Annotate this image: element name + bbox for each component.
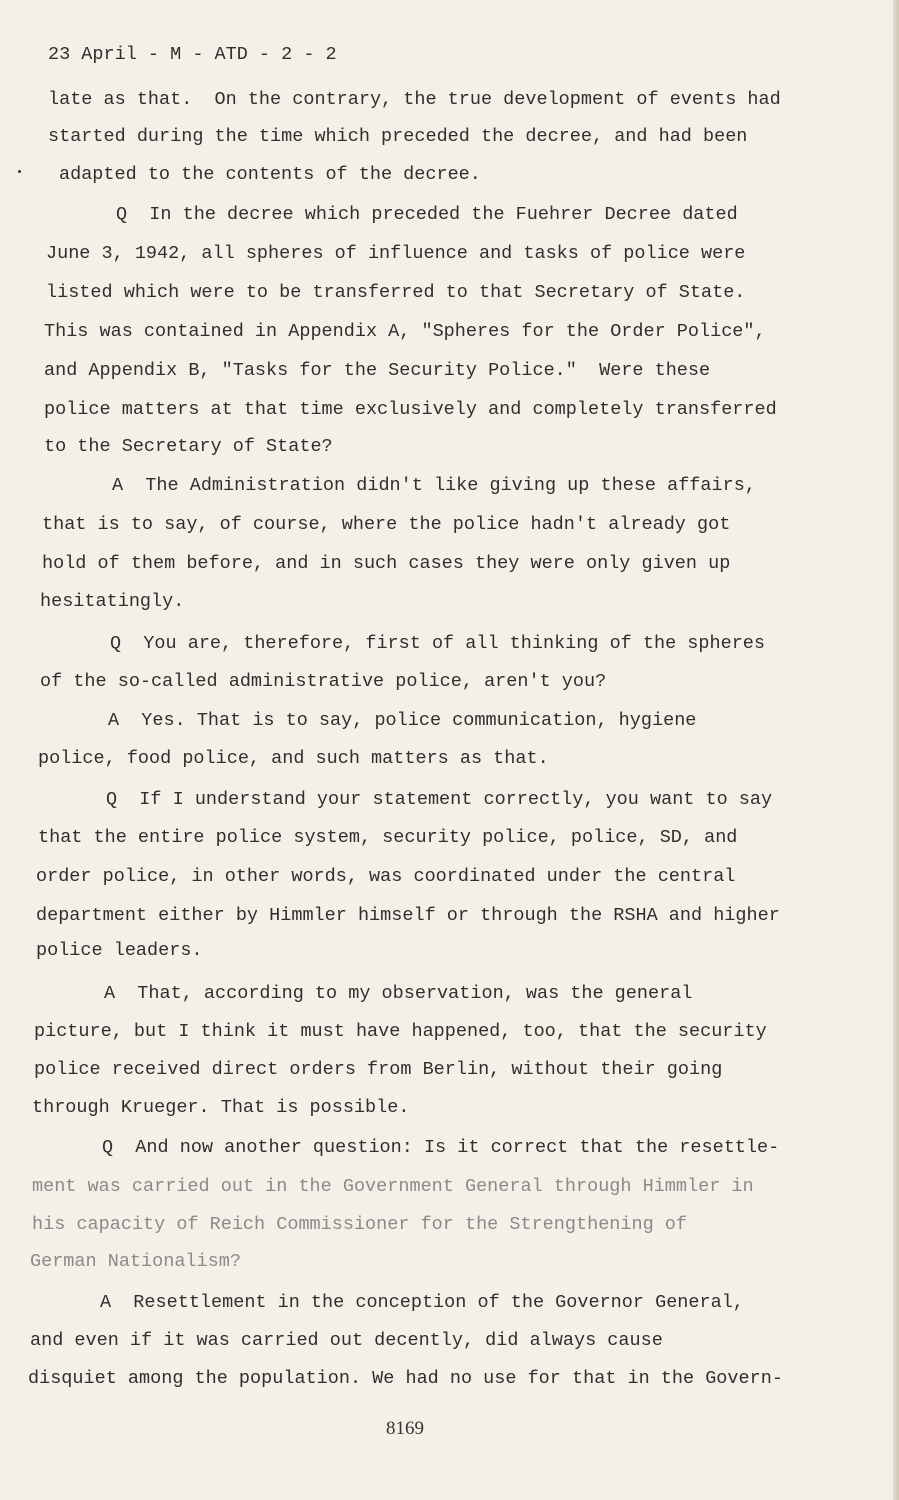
text-line: Q If I understand your statement correctly, you want to say [106,789,773,810]
text-line: police, food police, and such matters as that. [38,748,549,769]
text-line: police matters at that time exclusively and completely transferred [44,399,777,420]
page-number: 8169 [386,1418,424,1439]
text-line: Q In the decree which preceded the Fuehrer Decree dated [116,204,738,225]
text-line: police received direct orders from Berlin, without their going [34,1059,723,1080]
text-line: A The Administration didn't like giving up these affairs, [112,475,756,496]
text-line: Q You are, therefore, first of all thinking of the spheres [110,633,766,654]
text-line: and Appendix B, "Tasks for the Security Police." Were these [44,360,711,381]
text-line: hold of them before, and in such cases they were only given up [42,553,731,574]
text-line: started during the time which preceded the decree, and had been [48,126,748,147]
text-line: German Nationalism? [30,1251,241,1272]
text-line: hesitatingly. [40,591,185,612]
text-line: his capacity of Reich Commissioner for the Strengthening of [32,1214,688,1235]
text-line: June 3, 1942, all spheres of influence and tasks of police were [46,243,746,264]
text-line: to the Secretary of State? [44,436,333,457]
text-line: that the entire police system, security police, police, SD, and [38,827,738,848]
text-line: adapted to the contents of the decree. [59,164,481,185]
text-line: late as that. On the contrary, the true development of events had [48,89,781,110]
text-line: A That, according to my observation, was the general [104,983,693,1004]
text-line: A Resettlement in the conception of the Governor General, [100,1292,744,1313]
text-line: department either by Himmler himself or through the RSHA and higher [36,905,780,926]
text-line: A Yes. That is to say, police communication, hygiene [108,710,697,731]
text-line: ment was carried out in the Government General through Himmler in [32,1176,754,1197]
text-line: order police, in other words, was coordinated under the central [36,866,736,887]
margin-mark [18,170,21,173]
text-line: through Krueger. That is possible. [32,1097,410,1118]
text-line: listed which were to be transferred to that Secretary of State. [46,282,746,303]
page-edge [893,0,899,1500]
text-line: of the so-called administrative police, aren't you? [40,671,607,692]
page-header: 23 April - M - ATD - 2 - 2 [48,44,337,65]
text-line: disquiet among the population. We had no use for that in the Govern- [28,1368,783,1389]
text-line: This was contained in Appendix A, "Spheres for the Order Police", [44,321,766,342]
text-line: picture, but I think it must have happened, too, that the security [34,1021,767,1042]
text-line: that is to say, of course, where the police hadn't already got [42,514,731,535]
text-line: Q And now another question: Is it correct that the resettle- [102,1137,780,1158]
text-line: police leaders. [36,940,203,961]
text-line: and even if it was carried out decently, did always cause [30,1330,663,1351]
